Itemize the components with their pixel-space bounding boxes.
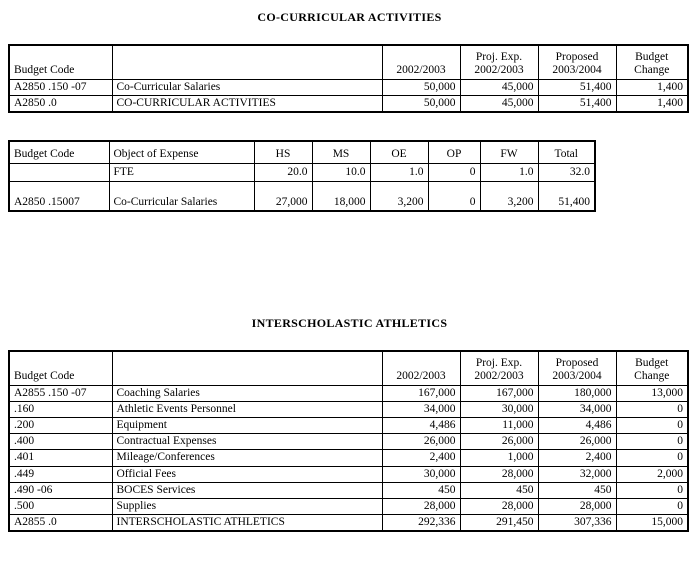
header-projected-expense-line1: Proj. Exp. [475,51,523,64]
table-header-row [9,141,595,163]
row-proposed: 51,400 [538,95,616,112]
header-description [112,351,382,385]
header-budget-change [616,351,688,385]
row-oe: 3,200 [370,181,428,211]
row-budget-change: 2,000 [616,466,688,482]
row-budget-code: A2850 .15007 [9,181,109,211]
row-description: Supplies [112,499,382,515]
row-budget-code: .400 [9,434,112,450]
cocurricular-summary-table [8,44,689,113]
row-op: 0 [428,181,480,211]
table-row [9,79,688,95]
page-title-cocurricular: CO-CURRICULAR ACTIVITIES [257,10,442,24]
row-budget-change: 0 [616,499,688,515]
row-description: Athletic Events Personnel [112,401,382,417]
row-object-of-expense: FTE [109,163,254,181]
table-row [9,385,688,401]
cocurricular-detail-table [8,140,596,212]
row-description: INTERSCHOLASTIC ATHLETICS [112,515,382,532]
row-proposed: 450 [538,482,616,498]
row-budget-code: A2850 .0 [9,95,112,112]
header-proposed [538,45,616,79]
row-projected-expense: 291,450 [460,515,538,532]
header-proposed-line1: Proposed [555,357,599,370]
row-budget-code: .401 [9,450,112,466]
row-projected-expense: 11,000 [460,417,538,433]
row-hs: 20.0 [254,163,312,181]
table-header-row [9,45,688,79]
row-budget-code: A2855 .150 -07 [9,385,112,401]
table-row [9,163,595,181]
header-projected-expense [460,351,538,385]
header-proposed-line1: Proposed [555,51,599,64]
row-proposed: 34,000 [538,401,616,417]
header-ms: MS [312,141,370,163]
table-row [9,499,688,515]
header-budget-change [616,45,688,79]
row-actual: 34,000 [382,401,460,417]
header-proposed-line2: 2003/2004 [552,370,602,383]
table-row [9,401,688,417]
table-row [9,482,688,498]
row-actual: 292,336 [382,515,460,532]
row-hs: 27,000 [254,181,312,211]
row-actual: 30,000 [382,466,460,482]
row-projected-expense: 45,000 [460,95,538,112]
row-object-of-expense: Co-Curricular Salaries [109,181,254,211]
row-ms: 18,000 [312,181,370,211]
row-budget-change: 0 [616,450,688,466]
row-op: 0 [428,163,480,181]
table-row [9,181,595,211]
header-proposed-line2: 2003/2004 [552,64,602,77]
row-budget-change: 0 [616,401,688,417]
header-budget-change-line2: Change [634,370,670,383]
row-proposed: 51,400 [538,79,616,95]
row-budget-code: A2855 .0 [9,515,112,532]
row-total: 51,400 [538,181,595,211]
header-projected-expense-line2: 2002/2003 [474,370,524,383]
row-description: Equipment [112,417,382,433]
header-budget-code: Budget Code [9,45,112,79]
row-description: BOCES Services [112,482,382,498]
row-description: Mileage/Conferences [112,450,382,466]
row-projected-expense: 30,000 [460,401,538,417]
row-ms: 10.0 [312,163,370,181]
row-actual: 450 [382,482,460,498]
row-actual: 50,000 [382,95,460,112]
row-description: CO-CURRICULAR ACTIVITIES [112,95,382,112]
header-projected-expense-line2: 2002/2003 [474,64,524,77]
header-budget-code: Budget Code [9,351,112,385]
row-projected-expense: 28,000 [460,466,538,482]
header-budget-change-line2: Change [634,64,670,77]
row-proposed: 2,400 [538,450,616,466]
row-actual: 26,000 [382,434,460,450]
header-op: OP [428,141,480,163]
row-projected-expense: 45,000 [460,79,538,95]
header-proposed [538,351,616,385]
row-projected-expense: 1,000 [460,450,538,466]
header-actual-year: 2002/2003 [382,45,460,79]
header-fw: FW [480,141,538,163]
row-description: Contractual Expenses [112,434,382,450]
row-projected-expense: 28,000 [460,499,538,515]
row-actual: 167,000 [382,385,460,401]
row-description: Co-Curricular Salaries [112,79,382,95]
row-description: Coaching Salaries [112,385,382,401]
header-budget-change-line1: Budget [635,357,669,370]
row-proposed: 28,000 [538,499,616,515]
table-row [9,417,688,433]
row-budget-code: A2850 .150 -07 [9,79,112,95]
row-budget-code: .490 -06 [9,482,112,498]
row-budget-code [9,163,109,181]
row-budget-code: .160 [9,401,112,417]
row-proposed: 180,000 [538,385,616,401]
header-projected-expense [460,45,538,79]
row-description: Official Fees [112,466,382,482]
table-row [9,450,688,466]
header-hs: HS [254,141,312,163]
table-row [9,434,688,450]
row-total: 32.0 [538,163,595,181]
row-projected-expense: 167,000 [460,385,538,401]
row-budget-code: .449 [9,466,112,482]
table-header-row [9,351,688,385]
row-budget-code: .500 [9,499,112,515]
row-fw: 3,200 [480,181,538,211]
row-budget-change: 0 [616,434,688,450]
table-row-total [9,95,688,112]
row-budget-change: 0 [616,482,688,498]
row-proposed: 26,000 [538,434,616,450]
row-actual: 2,400 [382,450,460,466]
header-total: Total [538,141,595,163]
header-budget-change-line1: Budget [635,51,669,64]
header-projected-expense-line1: Proj. Exp. [475,357,523,370]
row-oe: 1.0 [370,163,428,181]
header-object-of-expense: Object of Expense [109,141,254,163]
header-oe: OE [370,141,428,163]
row-projected-expense: 450 [460,482,538,498]
row-fw: 1.0 [480,163,538,181]
row-budget-change: 15,000 [616,515,688,532]
page-title-athletics: INTERSCHOLASTIC ATHLETICS [251,316,448,330]
header-description [112,45,382,79]
row-actual: 4,486 [382,417,460,433]
row-budget-change: 0 [616,417,688,433]
row-actual: 28,000 [382,499,460,515]
row-budget-change: 1,400 [616,79,688,95]
athletics-summary-table [8,350,689,532]
row-budget-code: .200 [9,417,112,433]
row-proposed: 4,486 [538,417,616,433]
row-proposed: 307,336 [538,515,616,532]
row-budget-change: 13,000 [616,385,688,401]
row-proposed: 32,000 [538,466,616,482]
row-actual: 50,000 [382,79,460,95]
header-budget-code: Budget Code [9,141,109,163]
header-actual-year: 2002/2003 [382,351,460,385]
table-row-total [9,515,688,532]
row-projected-expense: 26,000 [460,434,538,450]
table-row [9,466,688,482]
row-budget-change: 1,400 [616,95,688,112]
